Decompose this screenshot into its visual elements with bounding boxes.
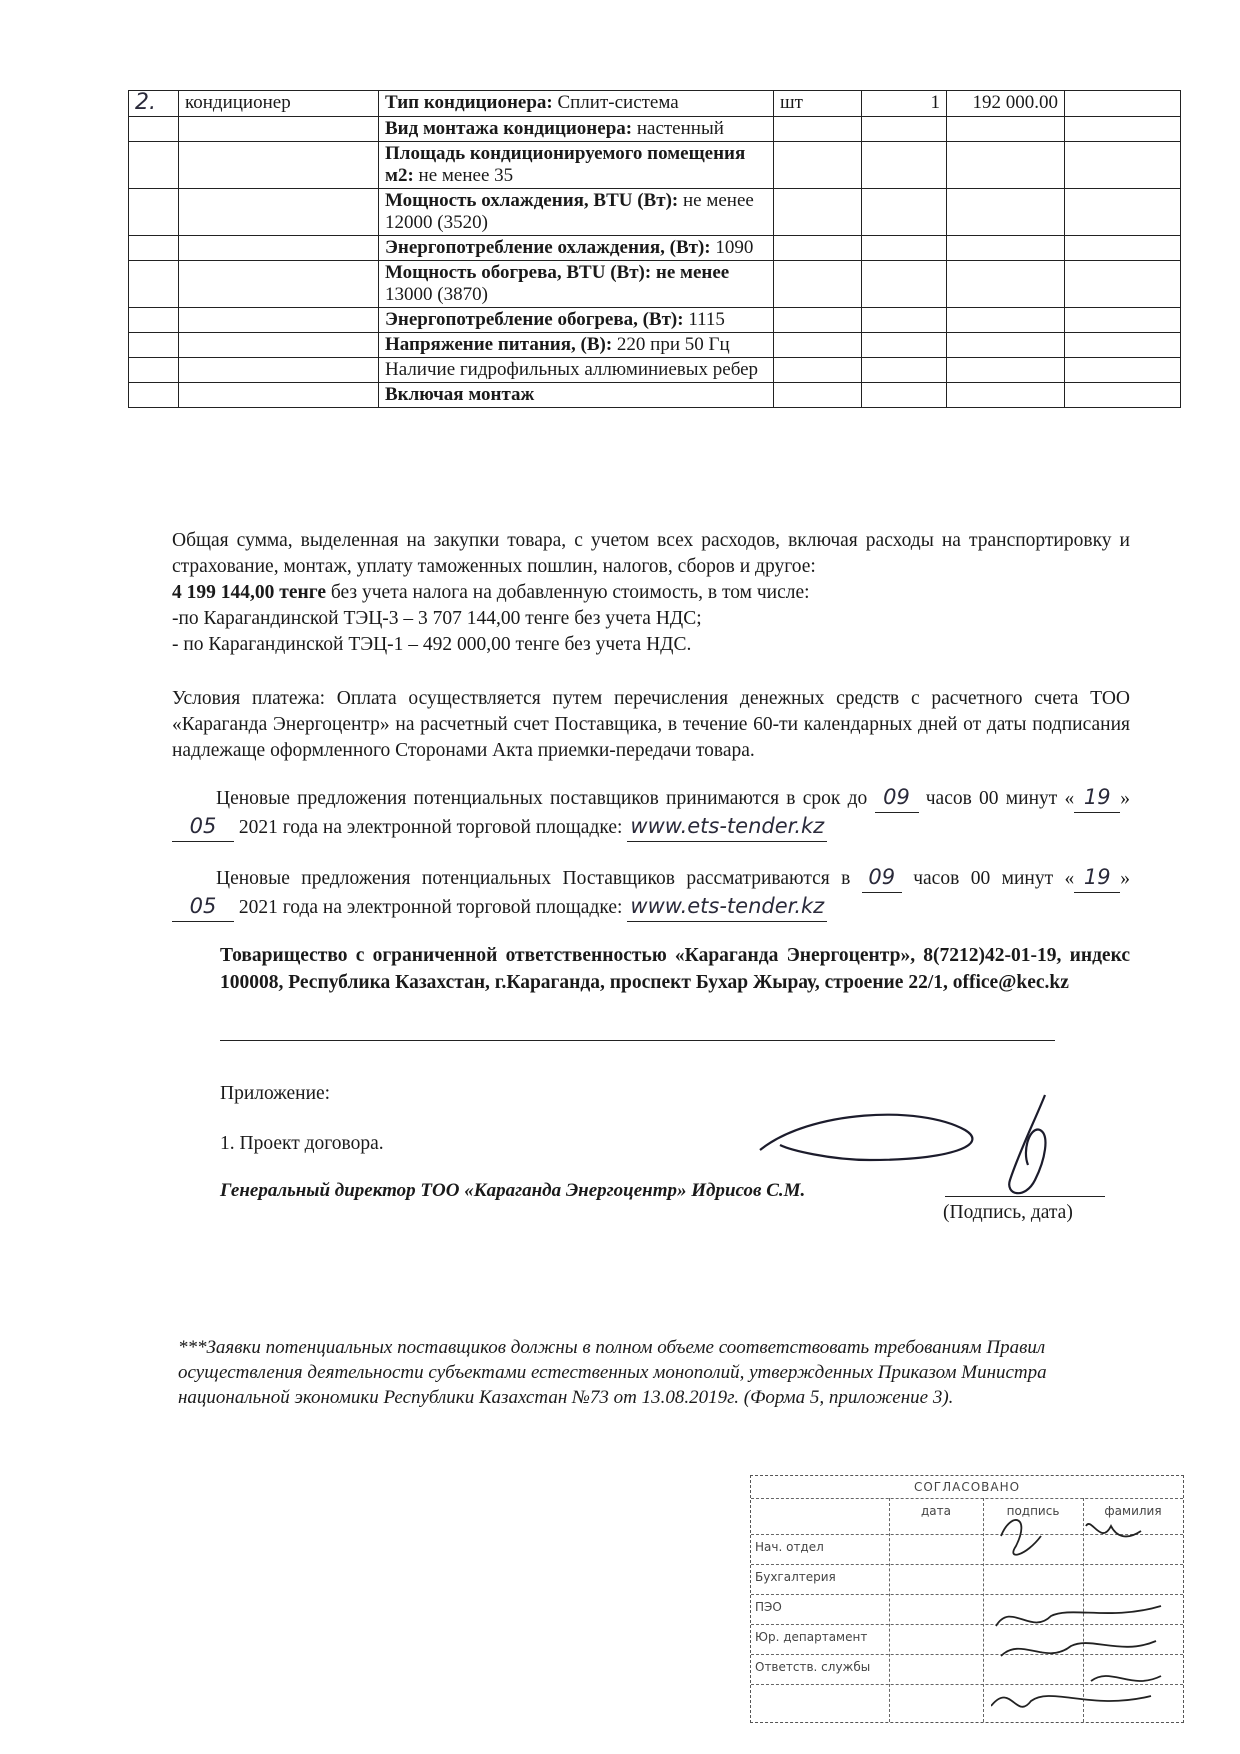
stamp-row-label: ПЭО: [755, 1600, 782, 1614]
review-text-2: часов 00 минут «: [913, 868, 1075, 889]
accept-site-field: [627, 813, 827, 842]
payment-text: Условия платежа: Оплата осуществляется путем перечисления денежных средств с расчетного счета ТОО «Караганда Энергоцентр» на расчетный счет Поставщика, в течение 60-ти календарных дней от даты подписания надлежаще оформленного Сторонами Акта приемки-передачи товара.: [172, 688, 1130, 761]
accept-hour-field: [875, 784, 919, 813]
item-price: [947, 383, 1065, 408]
row-number: [129, 91, 179, 117]
item-name: [179, 117, 379, 142]
spec-table: [128, 90, 1181, 408]
stamp-divider: [751, 1498, 1183, 1499]
item-spec: [379, 189, 774, 236]
item-price: [947, 117, 1065, 142]
item-spec: [379, 236, 774, 261]
stamp-col-divider: [889, 1498, 890, 1722]
appendix-item: 1. Проект договора.: [220, 1133, 384, 1154]
item-price: [947, 261, 1065, 308]
spec-row: [129, 333, 1181, 358]
item-name: [179, 236, 379, 261]
item-unit: [774, 383, 862, 408]
acceptance-deadline: [172, 784, 1130, 842]
spec-row: [129, 189, 1181, 236]
item-name: [179, 358, 379, 383]
item-name: [179, 333, 379, 358]
review-month-field: [172, 893, 234, 922]
item-name: [179, 261, 379, 308]
item-unit: [774, 236, 862, 261]
empty-cell: [1065, 236, 1181, 261]
item-name: [179, 142, 379, 189]
spec-table-body: [129, 91, 1181, 408]
item-unit: [774, 358, 862, 383]
item-qty: [862, 333, 947, 358]
item-unit: [774, 308, 862, 333]
empty-cell: [1065, 117, 1181, 142]
item-unit: [774, 261, 862, 308]
payment-terms: [172, 686, 1130, 764]
accept-text-2: часов 00 минут «: [925, 788, 1075, 809]
empty-cell: [1065, 142, 1181, 189]
stamp-col-name: фамилия: [1104, 1504, 1162, 1518]
item-name: [179, 189, 379, 236]
spec-label: Вид монтажа кондиционера:: [385, 118, 633, 139]
review-day: 19: [1083, 865, 1111, 889]
spec-row: [129, 261, 1181, 308]
stamp-col-sign: подпись: [1006, 1504, 1060, 1518]
row-number: [129, 236, 179, 261]
appendix-title: Приложение:: [220, 1083, 331, 1104]
item-price: [947, 236, 1065, 261]
row-number: [129, 333, 179, 358]
row-number: [129, 358, 179, 383]
item-qty: [862, 189, 947, 236]
empty-cell: [1065, 383, 1181, 408]
spec-row: [129, 236, 1181, 261]
item-qty: [862, 261, 947, 308]
item-qty: [862, 117, 947, 142]
spec-label: Напряжение питания, (В):: [385, 334, 613, 355]
spec-label: Тип кондиционера:: [385, 92, 553, 113]
spec-row: [129, 91, 1181, 117]
spec-row: [129, 358, 1181, 383]
empty-cell: [1065, 333, 1181, 358]
accept-day-field: [1074, 784, 1120, 813]
review-text-3: »: [1120, 868, 1131, 889]
review-hour: 09: [868, 865, 896, 889]
empty-cell: [1065, 261, 1181, 308]
review-date: [172, 864, 1130, 922]
item-qty-text: 1: [930, 92, 940, 113]
signature-caption: (Подпись, дата): [943, 1202, 1073, 1223]
item-name: [179, 383, 379, 408]
item-spec: [379, 117, 774, 142]
item-qty: [862, 308, 947, 333]
accept-month: 05: [189, 814, 217, 838]
spec-label: Мощность обогрева, BTU (Вт): не менее: [385, 262, 730, 283]
spec-label: Включая монтаж: [385, 384, 535, 405]
empty-cell: [1065, 308, 1181, 333]
review-site: www.ets-tender.kz: [630, 894, 825, 918]
stamp-row-label: Ответств. службы: [755, 1660, 871, 1674]
spec-label: Площадь кондиционируемого помещения м2:: [385, 143, 746, 186]
item-unit: [774, 142, 862, 189]
spec-value: 13000 (3870): [385, 284, 488, 305]
spec-row: [129, 308, 1181, 333]
item-price: [947, 142, 1065, 189]
row-number: [129, 189, 179, 236]
total-line-tec3: -по Карагандинской ТЭЦ-3 – 3 707 144,00 тенге без учета НДС;: [172, 608, 702, 629]
total-line-tec1: - по Карагандинской ТЭЦ-1 – 492 000,00 тенге без учета НДС.: [172, 634, 692, 655]
item-price: [947, 333, 1065, 358]
item-qty: [862, 142, 947, 189]
spec-row: [129, 142, 1181, 189]
row-number: [129, 117, 179, 142]
total-amount-rest: без учета налога на добавленную стоимость, в том числе:: [325, 582, 810, 603]
spec-value: 1115: [683, 309, 725, 330]
review-hour-field: [862, 864, 902, 893]
spec-value: не менее 12000 (3520): [385, 190, 754, 233]
item-price: [947, 308, 1065, 333]
item-price: [947, 189, 1065, 236]
item-spec: [379, 308, 774, 333]
row-number: [129, 308, 179, 333]
director-name: Генеральный директор ТОО «Караганда Энергоцентр» Идрисов С.М.: [220, 1180, 806, 1201]
spec-value: настенный: [632, 118, 724, 139]
row-number: [129, 383, 179, 408]
review-month: 05: [189, 894, 217, 918]
item-name: [179, 91, 379, 117]
spec-label: Мощность охлаждения, BTU (Вт):: [385, 190, 679, 211]
item-spec: [379, 358, 774, 383]
stamp-title: СОГЛАСОВАНО: [913, 1480, 1021, 1494]
company-details: Товарищество с ограниченной ответственностью «Караганда Энергоцентр», 8(7212)42-01-19, индекс 100008, Республика Казахстан, г.Караганда, проспект Бухар Жырау, строение 22/1, office@kec.kz: [220, 945, 1130, 993]
item-unit: [774, 91, 862, 117]
row-number: [129, 142, 179, 189]
row-number-text: 2.: [135, 90, 156, 115]
spec-value: 1090: [710, 237, 754, 258]
stamp-col-divider: [983, 1498, 984, 1722]
review-site-field: [627, 893, 827, 922]
item-qty: [862, 358, 947, 383]
company-underline: [220, 1040, 1055, 1041]
item-price-text: 192 000.00: [972, 92, 1058, 113]
item-qty: [862, 383, 947, 408]
review-text-1: Ценовые предложения потенциальных Поставщиков рассматриваются в: [216, 868, 851, 889]
item-spec: [379, 383, 774, 408]
spec-row: [129, 117, 1181, 142]
accept-hour: 09: [883, 785, 910, 809]
item-spec: [379, 261, 774, 308]
spec-label: Энергопотребление охлаждения, (Вт):: [385, 237, 711, 258]
stamp-row-label: Нач. отдел: [755, 1540, 824, 1554]
requirements-note: ***Заявки потенциальных поставщиков должны в полном объеме соответствовать требованиям Правил осуществления деятельности субъектами естественных монополий, утвержденных Приказом Министра национальной экономики Республики Казахстан №73 от 13.08.2019г. (Форма 5, приложение 3).: [178, 1337, 1047, 1408]
item-unit-text: шт: [780, 92, 803, 113]
spec-value: Сплит-система: [552, 92, 679, 113]
spec-row: [129, 383, 1181, 408]
review-day-field: [1074, 864, 1120, 893]
total-intro: Общая сумма, выделенная на закупки товара, с учетом всех расходов, включая расходы на транспортировку и страхование, монтаж, уплату таможенных пошлин, налогов, сборов и другое:: [172, 530, 1130, 577]
total-amount-line: [172, 580, 1130, 606]
spec-value: Наличие гидрофильных аллюминиевых ребер: [385, 359, 759, 380]
accept-text-4: 2021 года на электронной торговой площадке:: [238, 817, 623, 838]
item-price: [947, 358, 1065, 383]
item-unit: [774, 333, 862, 358]
accept-text-3: »: [1120, 788, 1131, 809]
item-price: [947, 91, 1065, 117]
empty-cell: [1065, 189, 1181, 236]
total-amount: 4 199 144,00 тенге: [172, 582, 326, 603]
accept-text-1: Ценовые предложения потенциальных поставщиков принимаются в срок до: [216, 788, 868, 809]
accept-day: 19: [1083, 785, 1111, 809]
empty-cell: [1065, 91, 1181, 117]
stamp-signatures: [991, 1506, 1181, 1721]
item-qty: [862, 91, 947, 117]
item-spec: [379, 333, 774, 358]
spec-value: 220 при 50 Гц: [612, 334, 730, 355]
total-section: [172, 528, 1130, 658]
stamp-row-label: Бухгалтерия: [755, 1570, 836, 1584]
item-spec: [379, 142, 774, 189]
accept-month-field: [172, 813, 234, 842]
stamp-col-date: дата: [921, 1504, 951, 1518]
director-signature: [750, 1090, 1110, 1205]
item-spec: [379, 91, 774, 117]
spec-value: не менее 35: [413, 165, 514, 186]
item-unit: [774, 117, 862, 142]
item-qty: [862, 236, 947, 261]
stamp-row-label: Юр. департамент: [755, 1630, 868, 1644]
item-name-text: кондиционер: [185, 92, 291, 113]
item-unit: [774, 189, 862, 236]
spec-label: Энергопотребление обогрева, (Вт):: [385, 309, 684, 330]
empty-cell: [1065, 358, 1181, 383]
item-name: [179, 308, 379, 333]
row-number: [129, 261, 179, 308]
approval-stamp: [750, 1475, 1184, 1723]
review-text-4: 2021 года на электронной торговой площадке:: [238, 897, 623, 918]
accept-site: www.ets-tender.kz: [630, 814, 825, 838]
